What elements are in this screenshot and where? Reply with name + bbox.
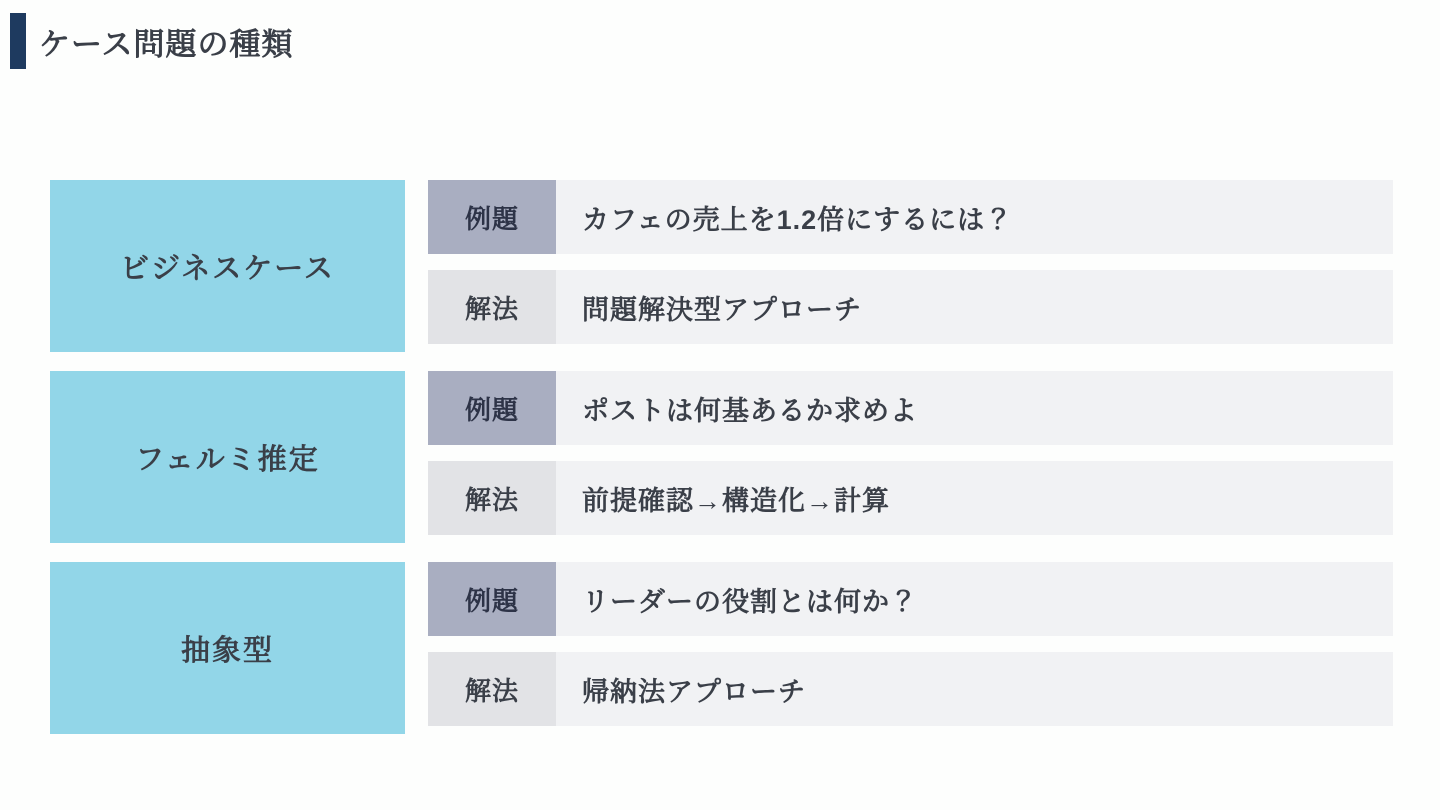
solution-label: 解法 — [428, 270, 556, 344]
solution-label: 解法 — [428, 461, 556, 535]
example-label: 例題 — [428, 371, 556, 445]
example-row — [428, 371, 1393, 445]
group-rows — [428, 180, 1393, 352]
group-rows — [428, 371, 1393, 543]
group-abstract-type — [50, 562, 1393, 734]
solution-text: 帰納法アプローチ — [582, 676, 806, 707]
example-text: カフェの売上を1.2倍にするには？ — [582, 204, 1014, 235]
category-box-business-case: ビジネスケース — [50, 180, 405, 352]
example-row — [428, 562, 1393, 636]
solution-row — [428, 270, 1393, 344]
group-fermi-estimation — [50, 371, 1393, 543]
case-type-list — [50, 180, 1393, 753]
solution-text: 前提確認→構造化→計算 — [582, 485, 890, 516]
solution-text: 問題解決型アプローチ — [582, 294, 862, 325]
example-label: 例題 — [428, 562, 556, 636]
solution-row — [428, 652, 1393, 726]
group-rows — [428, 562, 1393, 734]
solution-label: 解法 — [428, 652, 556, 726]
example-text: リーダーの役割とは何か？ — [582, 586, 918, 617]
slide-header — [10, 13, 293, 69]
page-title: ケース問題の種類 — [39, 26, 294, 62]
title-accent-bar — [10, 13, 26, 69]
category-box-abstract-type: 抽象型 — [50, 562, 405, 734]
example-label: 例題 — [428, 180, 556, 254]
example-text: ポストは何基あるか求めよ — [582, 395, 918, 426]
solution-row — [428, 461, 1393, 535]
category-box-fermi-estimation: フェルミ推定 — [50, 371, 405, 543]
group-business-case — [50, 180, 1393, 352]
example-row — [428, 180, 1393, 254]
